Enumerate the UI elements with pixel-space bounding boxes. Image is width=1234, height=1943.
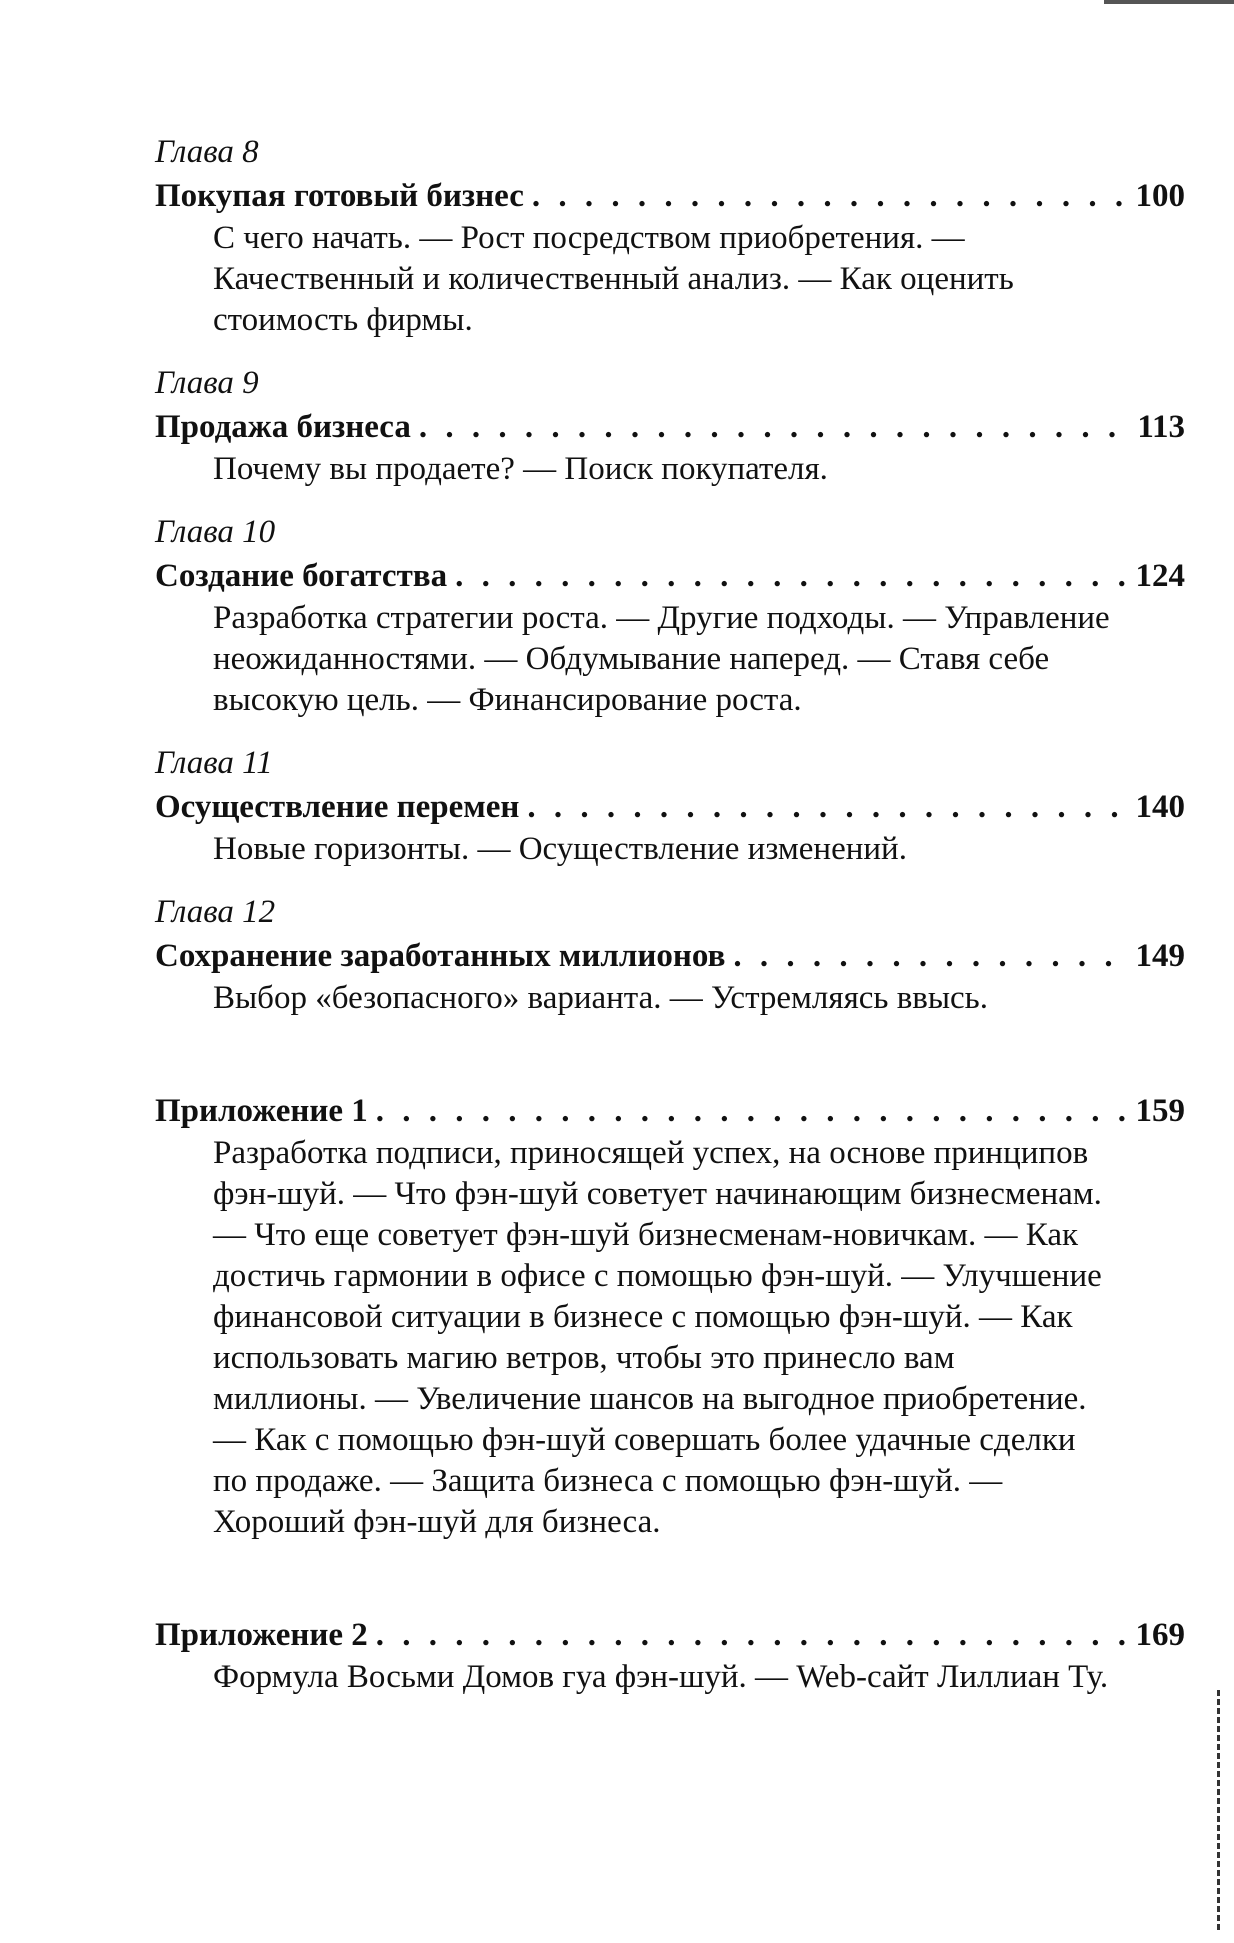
entry-description: Разработка стратегии роста. — Другие подходы. — Управление неожиданностями. — Обдумывание наперед. — Ставя себе высокую цель. — Финансирование роста.: [213, 600, 1110, 718]
dot-leader: [532, 174, 1127, 218]
dot-leader: [376, 1613, 1127, 1657]
toc-entry-appendix-1: [155, 1089, 1185, 1543]
entry-title: Создание богатства: [155, 558, 448, 594]
entry-title: Покупая готовый бизнес: [155, 178, 524, 214]
entry-title: Осуществление перемен: [155, 789, 520, 825]
dot-leader: [527, 785, 1127, 829]
entry-description: Разработка подписи, приносящей успех, на основе принципов фэн-шуй. — Что фэн-шуй советует начинающим бизнесменам.— Что еще советует фэн-шуй бизнесменам-новичкам. — Как достичь гармонии в офисе с помощью фэн-шуй. — Улучшение финансовой ситуации в бизнесе с помощью фэн-шуй. — Как использовать магию ветров, чтобы это принесло вам миллионы. — Увеличение шансов на выгодное приобретение. — Как с помощью фэн-шуй совершать более удачные сделки по продаже. — Защита бизнеса с помощью фэн-шуй. — Хороший фэн-шуй для бизнеса.: [213, 1135, 1102, 1540]
toc-entry-chapter-8: [155, 132, 1185, 341]
toc-entry-chapter-9: [155, 363, 1185, 490]
entry-title-row[interactable]: [155, 405, 1185, 449]
page-number: 124: [1135, 558, 1185, 594]
toc-entry-chapter-11: [155, 743, 1185, 870]
entry-title-row[interactable]: [155, 785, 1185, 829]
chapter-label: Глава 8: [155, 134, 259, 170]
page-number: 140: [1135, 789, 1185, 825]
dot-leader: [733, 934, 1127, 978]
entry-title-row[interactable]: [155, 934, 1185, 978]
page-number: 113: [1137, 409, 1185, 445]
chapter-label: Глава 10: [155, 514, 276, 550]
dot-leader: [455, 554, 1127, 598]
toc-entry-appendix-2: [155, 1613, 1185, 1698]
entry-title-row[interactable]: [155, 1089, 1185, 1133]
toc-entry-chapter-10: [155, 512, 1185, 721]
page-number: 149: [1135, 938, 1185, 974]
dot-leader: [376, 1089, 1127, 1133]
chapter-label: Глава 11: [155, 745, 273, 781]
entry-title: Приложение 2: [155, 1617, 368, 1653]
entry-description: С чего начать. — Рост посредством приобретения. — Качественный и количественный анализ. — Как оценить стоимость фирмы.: [213, 220, 1014, 338]
page-number: 100: [1135, 178, 1185, 214]
dot-leader: [419, 405, 1127, 449]
entry-description: Формула Восьми Домов гуа фэн-шуй. — Web-сайт Лиллиан Ту.: [213, 1659, 1109, 1695]
entry-description: Почему вы продаете? — Поиск покупателя.: [213, 451, 828, 487]
table-of-contents: [155, 132, 1185, 1720]
page-number: 159: [1135, 1093, 1185, 1129]
top-edge-rule: [1104, 0, 1234, 4]
entry-title-row[interactable]: [155, 174, 1185, 218]
entry-title-row[interactable]: [155, 554, 1185, 598]
entry-description: Новые горизонты. — Осуществление изменений.: [213, 831, 907, 867]
toc-entry-chapter-12: [155, 892, 1185, 1019]
entry-title: Продажа бизнеса: [155, 409, 411, 445]
entry-title: Приложение 1: [155, 1093, 368, 1129]
entry-title-row[interactable]: [155, 1613, 1185, 1657]
entry-description: Выбор «безопасного» варианта. — Устремляясь ввысь.: [213, 980, 988, 1016]
page-number: 169: [1135, 1617, 1185, 1653]
entry-title: Сохранение заработанных миллионов: [155, 938, 726, 974]
chapter-label: Глава 9: [155, 365, 259, 401]
page-edge-marks: [1213, 1690, 1220, 1930]
chapter-label: Глава 12: [155, 894, 276, 930]
